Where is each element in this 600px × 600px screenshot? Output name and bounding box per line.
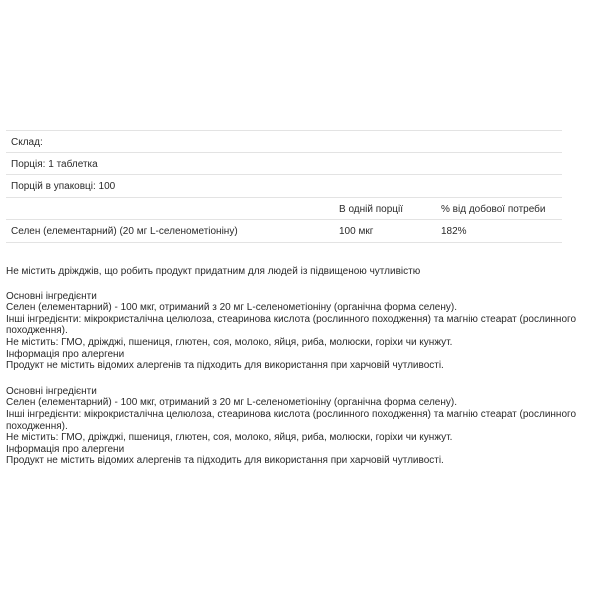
main-ingredients-heading: Основні інгредієнти [6, 290, 97, 302]
table-row [6, 130, 562, 153]
table-row [6, 153, 562, 176]
serving-size: Порція: 1 таблетка [11, 158, 98, 170]
other-ingredients-text: Інші інгредієнти: мікрокристалічна целюлоза, стеаринова кислота (рослинного походження) та магнію стеарат (рослинного [6, 408, 577, 420]
main-ingredients-text: Селен (елементарний) - 100 мкг, отриманий з 20 мг L-селенометіоніну (органічна форма селену). [6, 397, 458, 409]
free-of-text: Не містить: ГМО, дріжджі, пшениця, глютен, соя, молоко, яйця, риба, молюски, горіхи чи кунжут. [6, 432, 453, 444]
other-ingredients-text: Інші інгредієнти: мікрокристалічна целюлоза, стеаринова кислота (рослинного походження) та магнію стеарат (рослинного [6, 313, 577, 325]
per-serving-header: В одній порції [339, 203, 403, 215]
product-notes [6, 266, 596, 467]
ingredient-amount: 100 мкг [339, 226, 374, 237]
allergen-heading: Інформація про алергени [6, 443, 125, 455]
allergen-text: Продукт не містить відомих алергенів та підходить для використання при харчовій чутливості. [6, 455, 444, 467]
ingredient-daily-value: 182% [441, 226, 467, 237]
free-of-text: Не містить: ГМО, дріжджі, пшениця, глютен, соя, молоко, яйця, риба, молюски, горіхи чи кунжут. [6, 336, 453, 348]
ingredient-name: Селен (елементарний) (20 мг L-селенометіоніну) [11, 226, 238, 237]
other-ingredients-text-cont: походження). [6, 420, 68, 432]
main-ingredients-heading: Основні інгредієнти [6, 385, 97, 397]
table-row [6, 220, 562, 243]
allergen-text: Продукт не містить відомих алергенів та підходить для використання при харчовій чутливості. [6, 360, 444, 372]
yeast-free-note: Не містить дріжджів, що робить продукт придатним для людей із підвищеною чутливістю [6, 266, 421, 277]
other-ingredients-text-cont: походження). [6, 325, 68, 337]
servings-per-container: Порцій в упаковці: 100 [11, 181, 116, 192]
allergen-heading: Інформація про алергени [6, 348, 125, 360]
composition-label: Склад: [11, 137, 43, 148]
daily-value-header: % від добової потреби [441, 203, 546, 215]
supplement-facts-table [6, 130, 562, 243]
table-row [6, 175, 562, 198]
main-ingredients-text: Селен (елементарний) - 100 мкг, отриманий з 20 мг L-селенометіоніну (органічна форма селену). [6, 302, 458, 314]
table-header-row [6, 198, 562, 221]
